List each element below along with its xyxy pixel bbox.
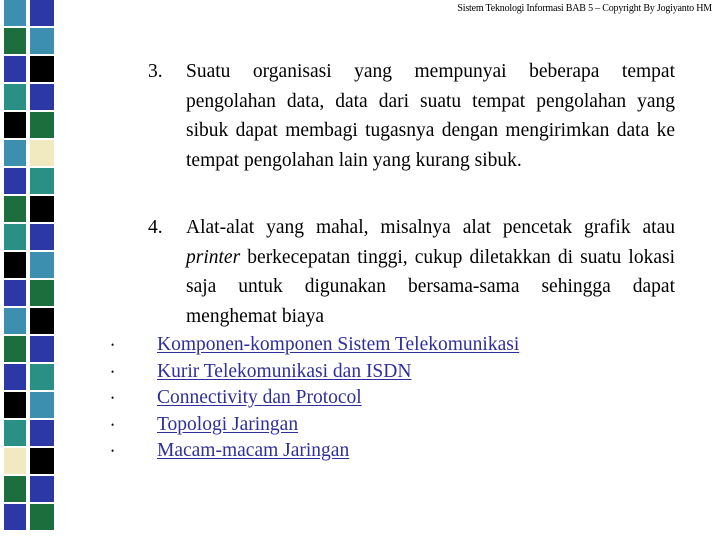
decorative-stripe: [0, 0, 58, 540]
page-header: Sistem Teknologi Informasi BAB 5 – Copyright By Jogiyanto HM: [457, 3, 712, 14]
list-item: [104, 332, 519, 359]
stripe-block: [4, 84, 26, 110]
list-item: [104, 385, 519, 412]
stripe-block: [30, 140, 54, 166]
stripe-block: [4, 364, 26, 390]
stripe-block: [30, 112, 54, 138]
item-text: [186, 213, 675, 331]
stripe-block: [30, 392, 54, 418]
stripe-block: [30, 448, 54, 474]
stripe-block: [4, 168, 26, 194]
link-connectivity-protocol[interactable]: Connectivity dan Protocol: [157, 387, 362, 408]
stripe-block: [4, 56, 26, 82]
item-number: 4.: [148, 217, 163, 238]
stripe-block: [4, 308, 26, 334]
stripe-block: [4, 140, 26, 166]
item-text: Suatu organisasi yang mempunyai beberapa tempat pengolahan data, data dari suatu tempat pengolahan yang sibuk dapat membagi tugasnya dengan mengirimkan data ke tempat pengolahan lain yang kurang sibuk.: [186, 61, 675, 171]
item-text-part: Alat-alat yang mahal, misalnya alat pencetak grafik atau: [186, 217, 675, 238]
stripe-block: [4, 448, 26, 474]
stripe-block: [4, 336, 26, 362]
bullet-icon: •: [111, 419, 115, 430]
stripe-block: [4, 28, 26, 54]
stripe-block: [30, 0, 54, 26]
stripe-block: [30, 504, 54, 530]
item-number: 3.: [148, 61, 163, 82]
stripe-block: [30, 476, 54, 502]
link-komponen-sistem-telekomunikasi[interactable]: Komponen-komponen Sistem Telekomunikasi: [157, 334, 520, 355]
stripe-block: [30, 336, 54, 362]
stripe-block: [4, 196, 26, 222]
list-item: [104, 359, 519, 386]
stripe-block: [30, 196, 54, 222]
stripe-block: [30, 28, 54, 54]
bullet-icon: •: [111, 446, 115, 456]
stripe-block: [4, 504, 26, 530]
item-text-part: berkecepatan tinggi, cukup diletakkan di suatu lokasi saja untuk digunakan bersama-sama sehingga dapat menghemat biaya: [186, 246, 675, 327]
stripe-block: [4, 252, 26, 278]
stripe-block: [4, 112, 26, 138]
stripe-block: [4, 0, 26, 26]
link-macam-macam-jaringan[interactable]: Macam-macam Jaringan: [157, 440, 350, 461]
list-item: [104, 412, 519, 439]
link-topologi-jaringan[interactable]: Topologi Jaringan: [157, 413, 299, 435]
list-item: [104, 438, 519, 465]
bullet-icon: •: [111, 366, 115, 377]
stripe-block: [4, 280, 26, 306]
bullet-icon: •: [111, 393, 115, 403]
stripe-block: [4, 420, 26, 446]
stripe-block: [30, 168, 54, 194]
stripe-block: [30, 280, 54, 306]
bullet-icon: •: [111, 340, 115, 350]
numbered-item: [143, 57, 675, 175]
item-text-italic: printer: [186, 246, 241, 268]
stripe-block: [4, 392, 26, 418]
stripe-block: [30, 56, 54, 82]
stripe-block: [4, 224, 26, 250]
link-kurir-telekomunikasi-isdn[interactable]: Kurir Telekomunikasi dan ISDN: [157, 360, 412, 382]
topic-link-list: [104, 332, 519, 465]
numbered-item: [143, 213, 675, 331]
stripe-block: [30, 224, 54, 250]
stripe-block: [30, 364, 54, 390]
stripe-block: [30, 420, 54, 446]
stripe-block: [30, 252, 54, 278]
stripe-block: [30, 308, 54, 334]
stripe-block: [4, 476, 26, 502]
stripe-block: [30, 84, 54, 110]
